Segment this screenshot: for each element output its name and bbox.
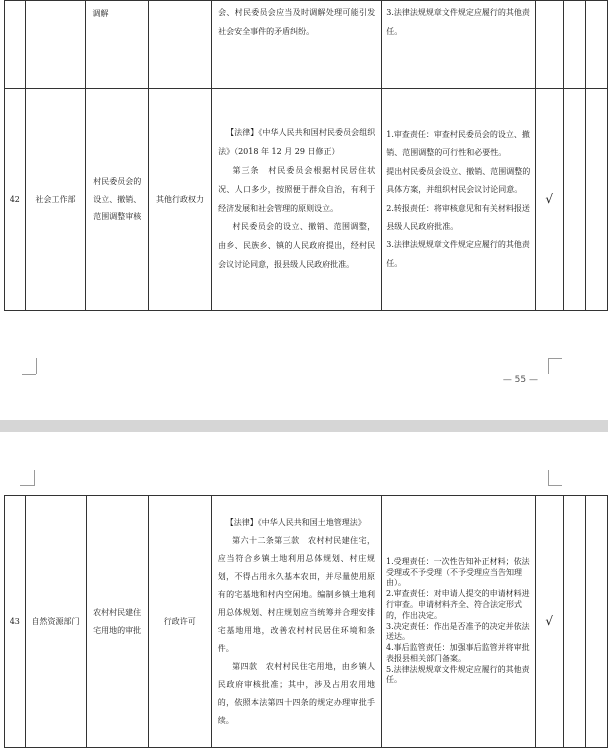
- basis-cell: [212, 1, 382, 89]
- basis-text: 会、村民委员会应当及时调解处理可能引发社会安全事件的矛盾纠纷。: [218, 8, 376, 37]
- item-cell: [86, 1, 149, 89]
- check-mark: √: [545, 614, 553, 629]
- row-number: 42: [9, 194, 20, 204]
- category-cell: [25, 1, 86, 89]
- page-number: — 55 —: [502, 375, 538, 385]
- row-number-cell: [5, 1, 26, 89]
- crop-mark: [548, 358, 559, 374]
- row-number-cell: [5, 89, 26, 311]
- basis-paragraph: 第三条 村民委员会根据村民居住状况、人口多少，按照便于群众自治，有利于经济发展和社会管理的原则设立。: [218, 165, 376, 213]
- responsibility-item: 1.审查责任：审查村民委员会的设立、撤销、范围调整的可行性和必要性。: [386, 129, 530, 158]
- table-row: [5, 1, 608, 89]
- table-row: [5, 89, 608, 311]
- item-text: 调解: [92, 9, 109, 18]
- type-cell: [149, 1, 212, 89]
- document-page-2: [0, 432, 608, 747]
- row-number: 43: [9, 616, 20, 626]
- crop-mark: [22, 470, 35, 486]
- responsibility-item: 3.决定责任：作出是否准予的决定并依法送达。: [386, 621, 530, 642]
- type-text: 其他行政权力: [156, 194, 205, 204]
- item-cell: [86, 89, 149, 311]
- crop-mark: [548, 485, 562, 486]
- responsibility-item: 4.事后监管责任：加强事后监管并将审批表报县相关部门备案。: [386, 643, 530, 663]
- check-cell: [535, 1, 563, 89]
- responsibility-item: 3.法律法规规章文件规定应履行的其他责任。: [386, 240, 530, 268]
- crop-mark: [20, 485, 34, 486]
- category-text: 自然资源部门: [31, 616, 80, 626]
- empty-cell: [563, 1, 585, 89]
- responsibility-item: 5.法律法规规章文件规定应履行的其他责任。: [386, 664, 530, 685]
- crop-mark: [22, 374, 36, 375]
- category-cell: [25, 89, 86, 311]
- crop-mark: [26, 358, 37, 374]
- type-cell: [149, 89, 212, 311]
- row-number-cell: [5, 496, 26, 748]
- basis-cell: [212, 89, 382, 311]
- responsibility-item: 2.转报责任：将审核意见和有关材料报送县级人民政府批准。: [386, 203, 530, 231]
- responsibility-table-page-1: [4, 0, 608, 311]
- basis-paragraph: 【法律】《中华人民共和国村民委员会组织法》（2018 年 12 月 29 日修正）: [218, 128, 376, 157]
- check-cell: [535, 496, 563, 748]
- basis-paragraph: 第四款 农村村民住宅用地，由乡镇人民政府审核批准；其中，涉及占用农用地的，依照本法第四十四条的规定办理审批手续。: [217, 661, 375, 725]
- responsibility-cell: [382, 1, 535, 89]
- crop-mark: [548, 470, 559, 486]
- category-cell: [25, 496, 86, 748]
- responsibility-cell: [382, 89, 535, 311]
- empty-cell: [563, 496, 585, 748]
- table-row: [5, 496, 608, 748]
- empty-cell: [563, 89, 585, 311]
- basis-paragraph: 村民委员会的设立、撤销、范围调整，由乡、民族乡、镇的人民政府提出，经村民会议讨论同意，报县级人民政府批准。: [218, 222, 376, 269]
- empty-cell: [585, 1, 607, 89]
- basis-paragraph: 【法律】《中华人民共和国土地管理法》: [225, 517, 366, 527]
- responsibility-cell: [382, 496, 536, 748]
- empty-cell: [585, 496, 607, 748]
- crop-mark: [548, 358, 562, 359]
- basis-paragraph: 第六十二条第三款 农村村民建住宅，应当符合乡镇土地利用总体规划、村庄规划，不得占用永久基本农田，并尽量使用原有的宅基地和村内空闲地。编制乡镇土地利用总体规划、村庄规划应当统筹并合理安排宅基地用地，改善农村村民居住环境和条件。: [217, 535, 375, 653]
- item-text: 农村村民建住宅用地的审批: [93, 607, 142, 635]
- item-cell: [86, 496, 148, 748]
- item-text: 村民委员会的设立、撤销、范围调整审核: [93, 177, 142, 222]
- responsibility-item: 1.受理责任：一次性告知补正材料；依法受理或不予受理（不予受理应当告知理由）。: [386, 556, 530, 588]
- responsibility-item: 2.审查责任：对申请人提交的申请材料进行审查。申请材料齐全、符合法定形式的，作出决定。: [386, 589, 530, 620]
- check-mark: √: [545, 192, 554, 207]
- category-text: 社会工作部: [35, 194, 76, 204]
- type-cell: [148, 496, 211, 748]
- responsibility-item: 提出村民委员会设立、撤销、范围调整的具体方案，并组织村民会议讨论同意。: [386, 166, 531, 195]
- empty-cell: [585, 89, 607, 311]
- responsibility-table-page-2: [4, 495, 608, 748]
- basis-cell: [211, 496, 381, 748]
- type-text: 行政许可: [163, 616, 196, 626]
- check-cell: [535, 89, 563, 311]
- page-separator: [0, 420, 608, 432]
- responsibility-text: 3.法律法规规章文件规定应履行的其他责任。: [386, 8, 530, 37]
